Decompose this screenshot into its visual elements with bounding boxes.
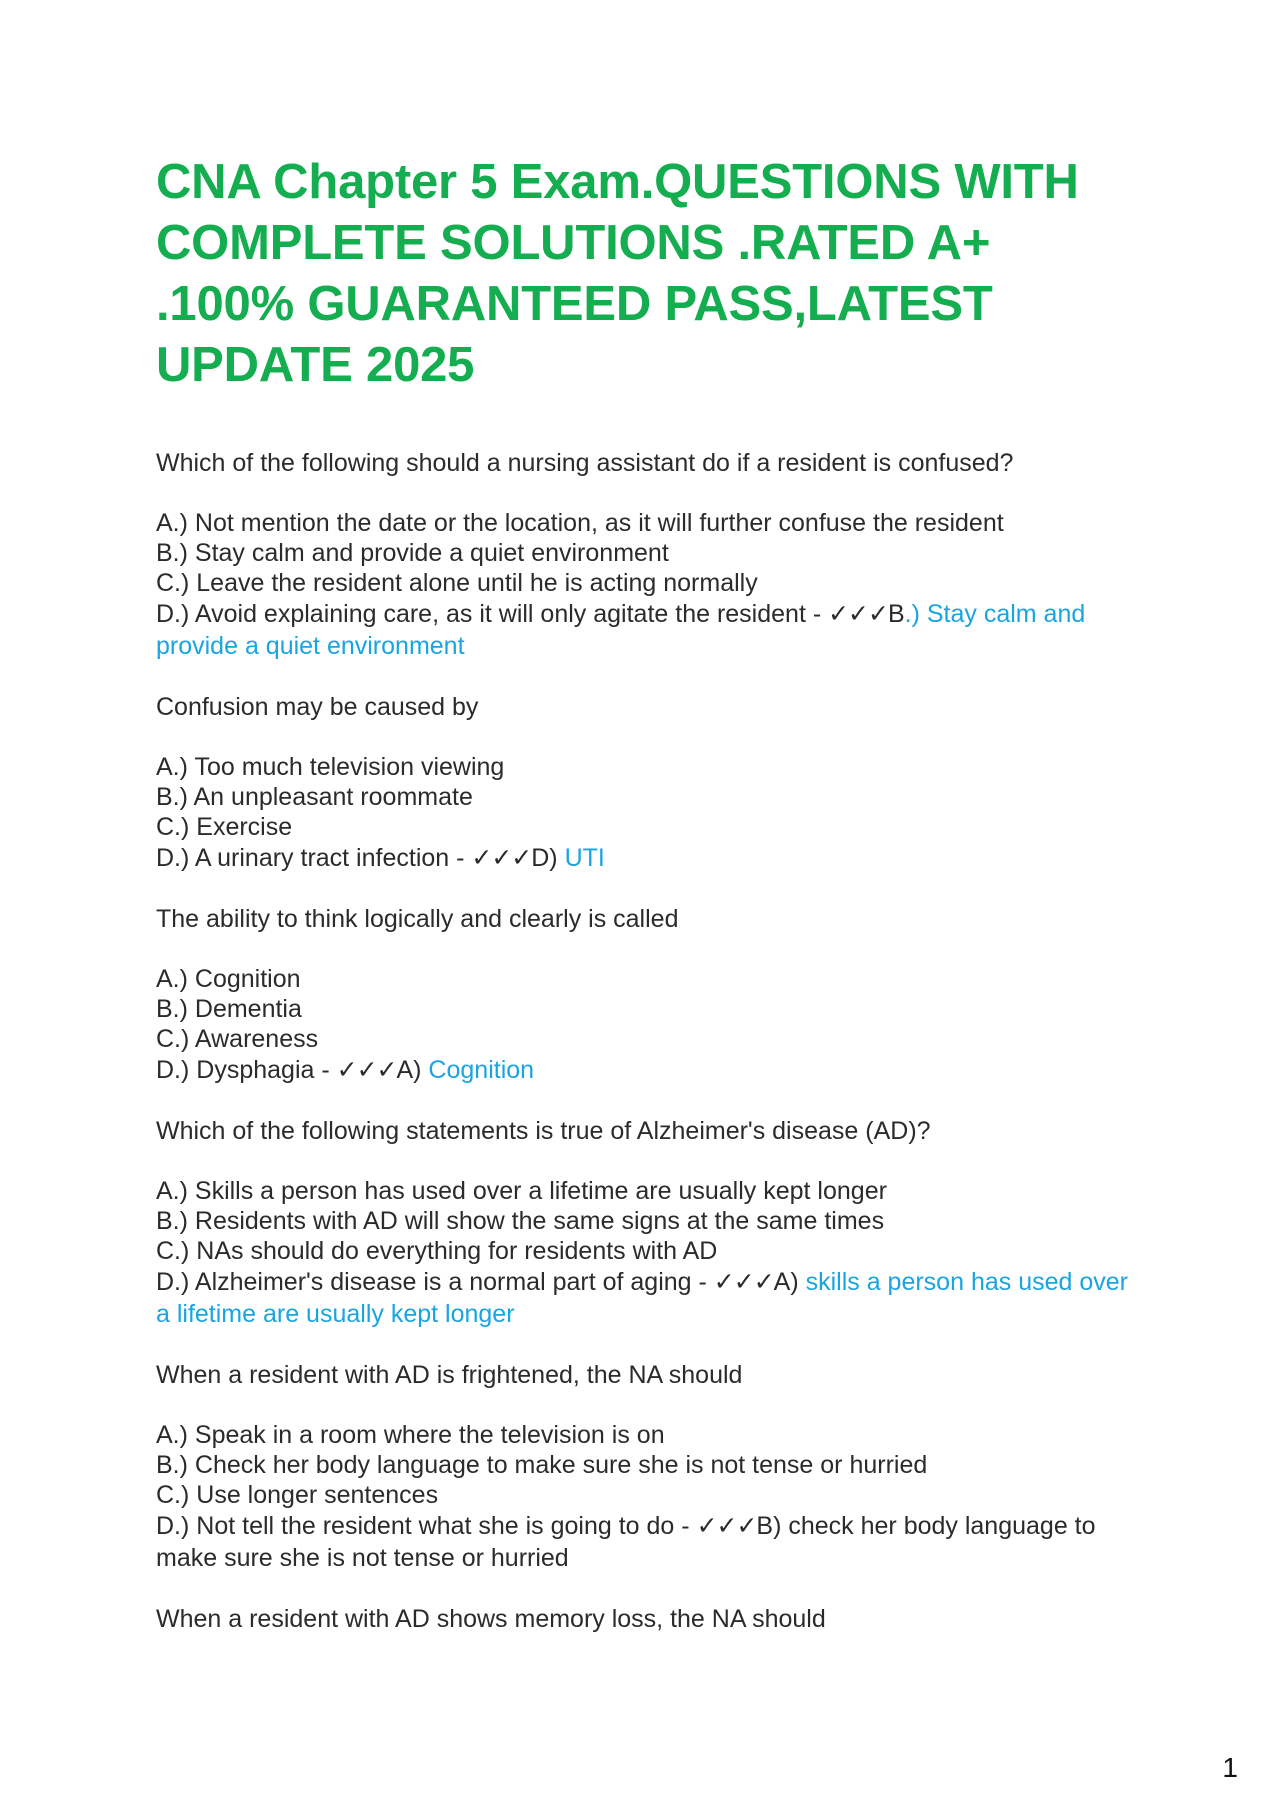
question-block <box>156 904 1136 1086</box>
option-c: C.) Exercise <box>156 813 293 841</box>
document-title: CNA Chapter 5 Exam.QUESTIONS WITH COMPLETE SOLUTIONS .RATED A+ .100% GUARANTEED PASS,LATEST UPDATE 2025 <box>156 155 1079 392</box>
options-list <box>156 508 1136 662</box>
answer-text: skills a person has used over a lifetime are usually kept longer <box>156 1268 1128 1328</box>
answer-text: UTI <box>564 844 605 872</box>
document-page <box>156 152 1136 1634</box>
question-text: The ability to think logically and clearly is called <box>156 905 679 933</box>
option-d: D.) Alzheimer's disease is a normal part of aging - <box>156 1268 714 1296</box>
answer-text: Cognition <box>428 1056 535 1084</box>
option-d: D.) Not tell the resident what she is going to do - <box>156 1512 697 1540</box>
question-block <box>156 1116 1136 1330</box>
answer-prefix: A) <box>396 1056 429 1084</box>
option-b: B.) An unpleasant roommate <box>156 783 473 811</box>
question-block <box>156 692 1136 874</box>
option-d-with-answer <box>156 1054 1136 1086</box>
options-list <box>156 1420 1136 1574</box>
option-b: B.) Check her body language to make sure she is not tense or hurried <box>156 1451 928 1479</box>
checkmarks: ✓✓✓ <box>336 1055 397 1084</box>
options-list <box>156 752 1136 874</box>
answer-prefix: B <box>887 600 905 628</box>
option-b: B.) Residents with AD will show the same signs at the same times <box>156 1207 885 1235</box>
question-text: Which of the following statements is true of Alzheimer's disease (AD)? <box>156 1117 931 1145</box>
options-list <box>156 1176 1136 1330</box>
option-c: C.) Leave the resident alone until he is acting normally <box>156 569 758 597</box>
option-d: D.) A urinary tract infection - <box>156 844 472 872</box>
option-b: B.) Dementia <box>156 995 302 1023</box>
checkmarks: ✓✓✓ <box>696 1511 757 1540</box>
options-list <box>156 964 1136 1086</box>
answer-prefix: B) <box>756 1512 789 1540</box>
page-number: 1 <box>1222 1752 1238 1783</box>
question-block <box>156 1360 1136 1574</box>
option-a: A.) Not mention the date or the location, as it will further confuse the resident <box>156 509 1004 537</box>
question-text: When a resident with AD shows memory loss, the NA should <box>156 1605 826 1633</box>
option-a: A.) Speak in a room where the television is on <box>156 1421 665 1449</box>
question-block <box>156 1604 1136 1634</box>
option-a: A.) Skills a person has used over a lifetime are usually kept longer <box>156 1177 887 1205</box>
option-d-with-answer <box>156 598 1136 662</box>
question-text: Which of the following should a nursing assistant do if a resident is confused? <box>156 449 1014 477</box>
option-d: D.) Avoid explaining care, as it will only agitate the resident - <box>156 600 829 628</box>
option-d: D.) Dysphagia - <box>156 1056 337 1084</box>
option-a: A.) Cognition <box>156 965 301 993</box>
question-text: Confusion may be caused by <box>156 693 479 721</box>
answer-text: check her body language to make sure she is not tense or hurried <box>156 1512 1096 1572</box>
question-block <box>156 448 1136 662</box>
checkmarks: ✓✓✓ <box>713 1267 774 1296</box>
answer-text: .) Stay calm and provide a quiet environment <box>156 600 1086 660</box>
option-d-with-answer <box>156 1510 1136 1574</box>
checkmarks: ✓✓✓ <box>828 599 888 628</box>
option-d-with-answer <box>156 842 1136 874</box>
checkmarks: ✓✓✓ <box>471 843 532 872</box>
option-b: B.) Stay calm and provide a quiet environment <box>156 539 669 567</box>
option-c: C.) Use longer sentences <box>156 1481 439 1509</box>
answer-prefix: D) <box>531 844 565 872</box>
option-c: C.) Awareness <box>156 1025 319 1053</box>
option-c: C.) NAs should do everything for residents with AD <box>156 1237 718 1265</box>
answer-prefix: A) <box>773 1268 806 1296</box>
option-d-with-answer <box>156 1266 1136 1330</box>
question-text: When a resident with AD is frightened, the NA should <box>156 1361 743 1389</box>
option-a: A.) Too much television viewing <box>156 753 505 781</box>
